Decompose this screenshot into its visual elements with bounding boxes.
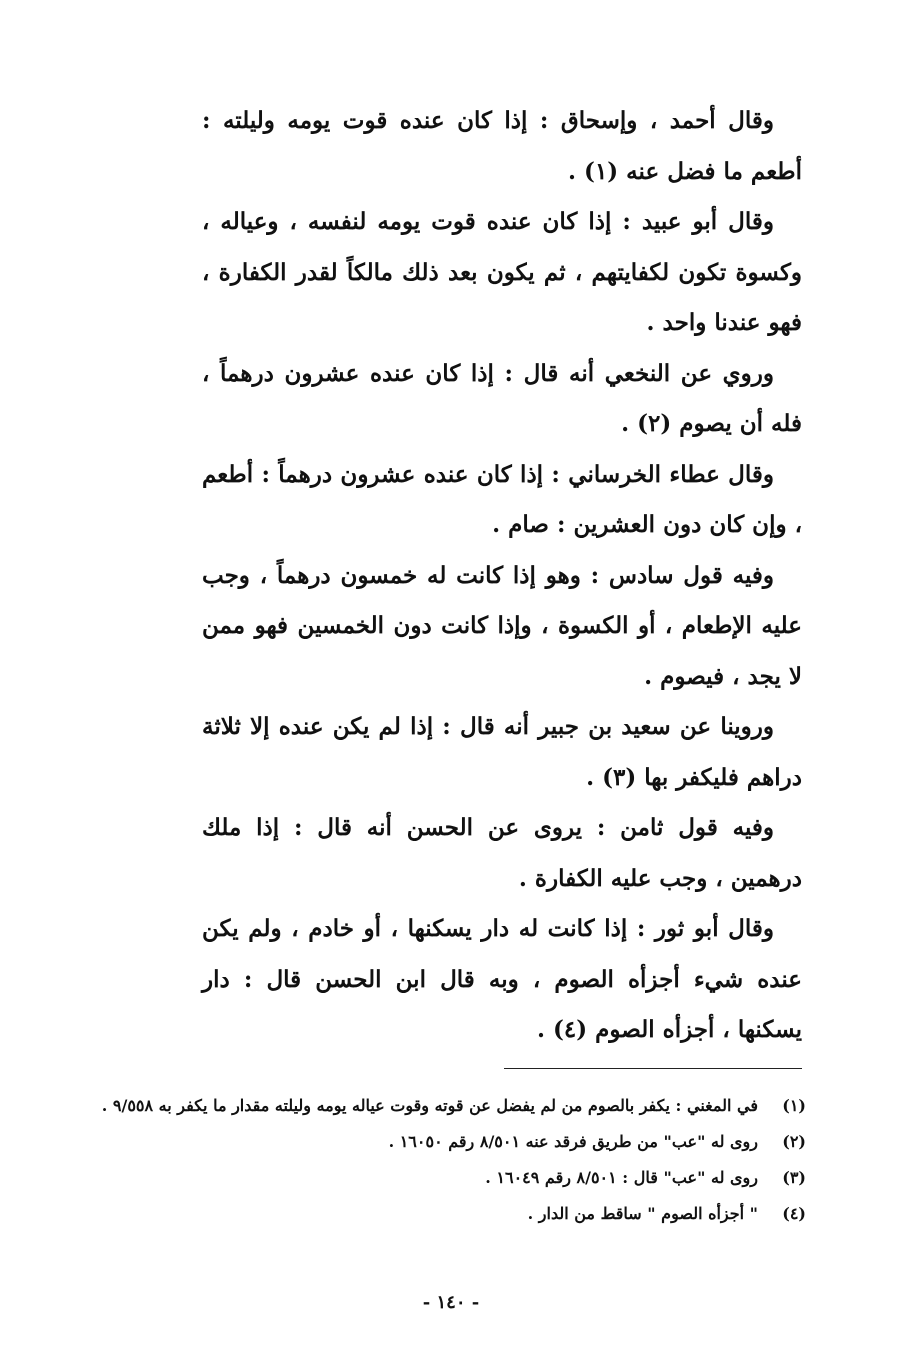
footnote-text: روى له "عب" من طريق فرقد عنه ٨/٥٠١ رقم ١٦٠٥٠ . (388, 1132, 758, 1151)
footnote-number: (٣) (782, 1168, 806, 1187)
paragraph-4: وقال عطاء الخرساني : إذا كان عنده عشرون درهماً : أطعم ، وإن كان دون العشرين : صام . (202, 460, 802, 538)
paragraph-6: وروينا عن سعيد بن جبير أنه قال : إذا لم يكن عنده إلا ثلاثة دراهم فليكفر بها (٣) . (202, 713, 802, 791)
footnote-3 (96, 1162, 806, 1194)
main-text (202, 96, 802, 1056)
footnote-1 (96, 1090, 806, 1122)
paragraph-1: وقال أحمد ، وإسحاق : إذا كان عنده قوت يومه وليلته : أطعم ما فضل عنه (١) . (202, 107, 802, 185)
footnote-number: (٢) (782, 1132, 806, 1151)
paragraph-3: وروي عن النخعي أنه قال : إذا كان عنده عشرون درهماً ، فله أن يصوم (٢) . (202, 359, 802, 437)
paragraph-8: وقال أبو ثور : إذا كانت له دار يسكنها ، أو خادم ، ولم يكن عنده شيء أجزأه الصوم ، وبه قال ابن الحسن قال : دار يسكنها ، أجزأه الصوم (٤) . (202, 915, 802, 1043)
footnote-divider (504, 1068, 802, 1069)
footnote-text: روى له "عب" قال : ٨/٥٠١ رقم ١٦٠٤٩ . (485, 1168, 758, 1187)
footnote-number: (١) (782, 1096, 806, 1115)
footnote-2 (96, 1126, 806, 1158)
paragraph-7: وفيه قول ثامن : يروى عن الحسن أنه قال : إذا ملك درهمين ، وجب عليه الكفارة . (202, 814, 802, 892)
footnotes (96, 1090, 806, 1234)
footnote-number: (٤) (782, 1204, 806, 1223)
footnote-4 (96, 1198, 806, 1230)
page-number: - ١٤٠ - (422, 1292, 480, 1313)
footnote-text: في المغني : يكفر بالصوم من لم يفضل عن قوته وقوت عياله يومه وليلته مقدار ما يكفر به ٩/٥٥٨ . (101, 1096, 758, 1115)
paragraph-2: وقال أبو عبيد : إذا كان عنده قوت يومه لنفسه ، وعياله ، وكسوة تكون لكفايتهم ، ثم يكون بعد ذلك مالكاً لقدر الكفارة ، فهو عندنا واحد . (202, 208, 802, 336)
footnote-text: " أجزأه الصوم " ساقط من الدار . (527, 1204, 758, 1223)
paragraph-5: وفيه قول سادس : وهو إذا كانت له خمسون درهماً ، وجب عليه الإطعام ، أو الكسوة ، وإذا كانت دون الخمسين فهو ممن لا يجد ، فيصوم . (202, 561, 802, 690)
